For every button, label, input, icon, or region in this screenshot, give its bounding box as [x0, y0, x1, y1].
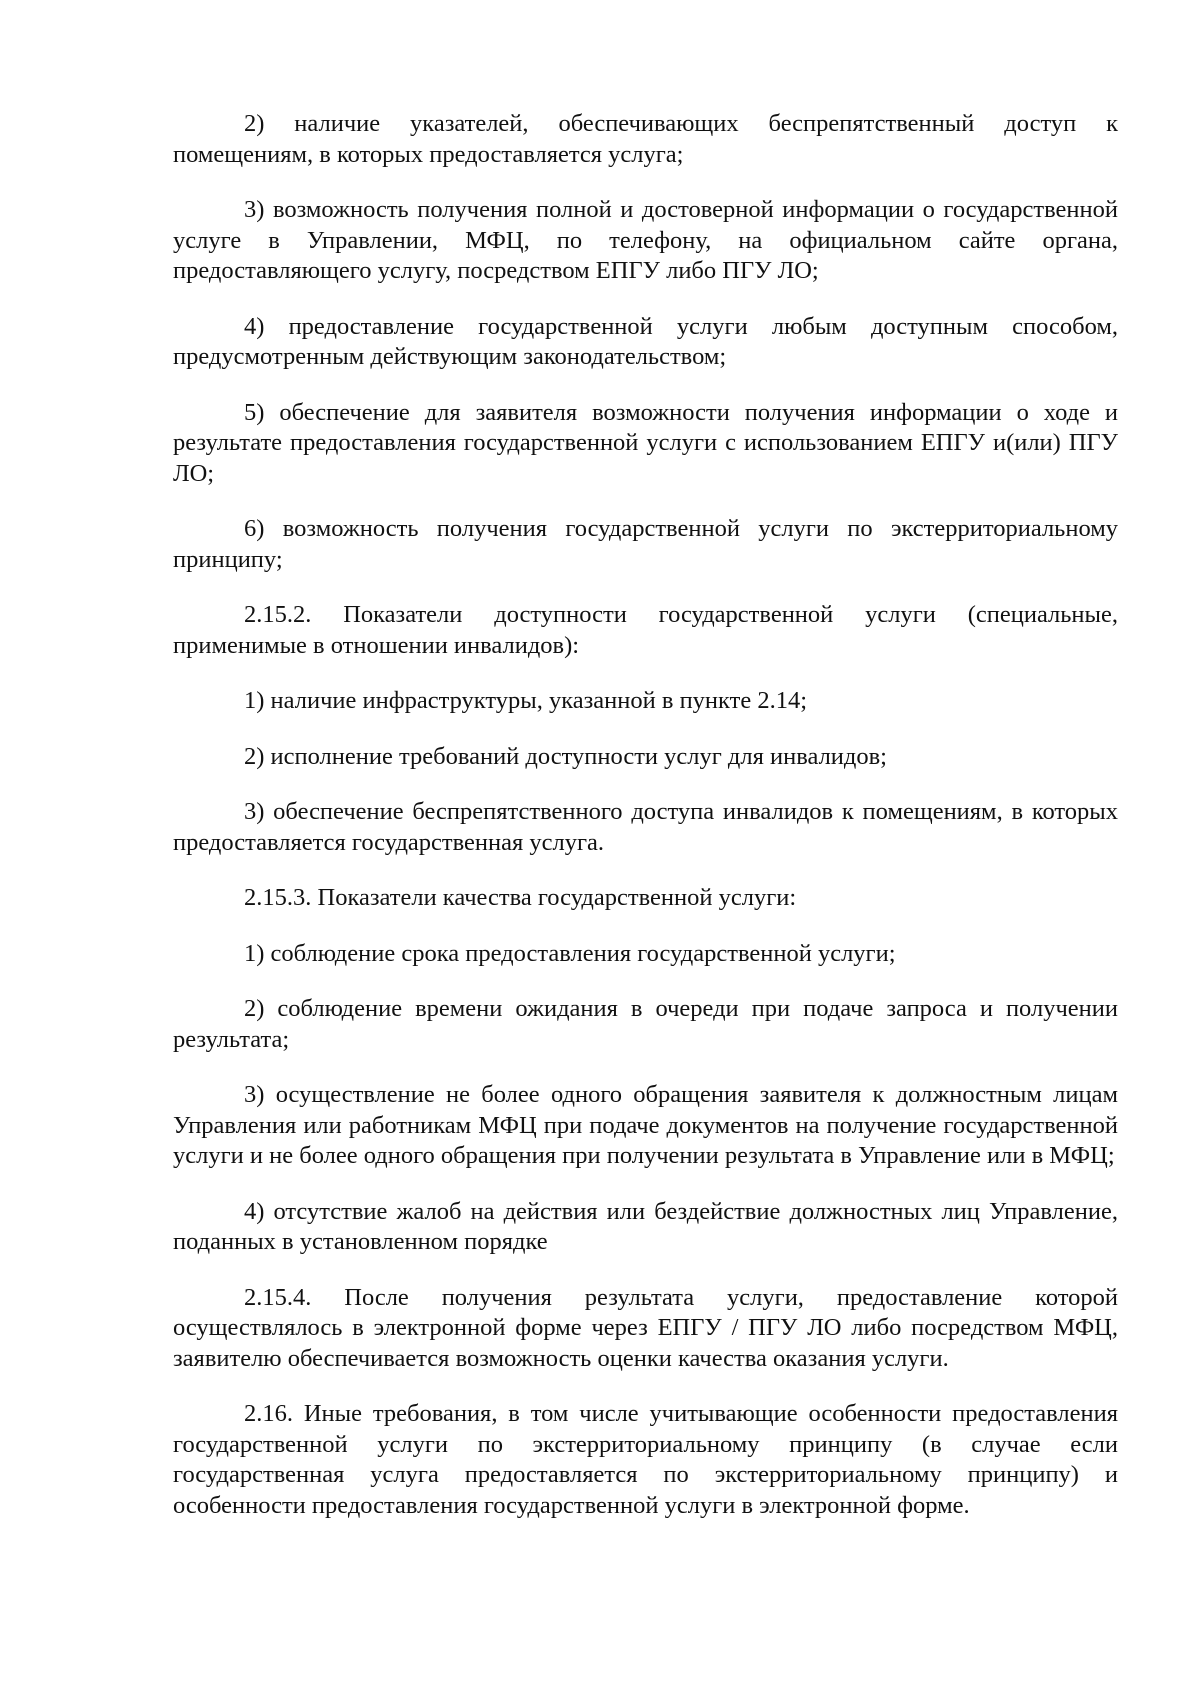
paragraph-item-2-signage: 2) наличие указателей, обеспечивающих беспрепятственный доступ к помещениям, в которых предоставляется услуга;: [173, 110, 1118, 168]
paragraph-2-15-2-item-1: 1) наличие инфраструктуры, указанной в пункте 2.14;: [244, 687, 808, 714]
paragraph-2-15-3-item-1: 1) соблюдение срока предоставления государственной услуги;: [244, 939, 896, 967]
paragraph-2-15-3-item-3: 3) осуществление не более одного обращения заявителя к должностным лицам Управления или работникам МФЦ при подаче документов на получение государственной услуги и не более одного обращения при получении результата в Управление или в МФЦ;: [173, 1081, 1118, 1169]
paragraph-2-15-3-item-4: 4) отсутствие жалоб на действия или бездействие должностных лиц Управление, поданных в установленном порядке: [173, 1197, 1118, 1255]
paragraph-item-4-any-method: 4) предоставление государственной услуги любым доступным способом, предусмотренным действующим законодательством;: [173, 312, 1118, 370]
paragraph-2-15-3-heading: 2.15.3. Показатели качества государственной услуги:: [244, 884, 797, 911]
paragraph-item-3-information: 3) возможность получения полной и достоверной информации о государственной услуге в Управлении, МФЦ, по телефону, на официальном сайте органа, предоставляющего услугу, посредством ЕПГУ либо ПГУ ЛО;: [173, 196, 1118, 284]
document-body: [173, 109, 1118, 1546]
paragraph-item-6-extraterritorial: 6) возможность получения государственной услуги по экстерриториальному принципу;: [173, 515, 1118, 573]
paragraph-2-15-4: 2.15.4. После получения результата услуги, предоставление которой осуществлялось в электронной форме через ЕПГУ / ПГУ ЛО либо посредством МФЦ, заявителю обеспечивается возможность оценки качества оказания услуги.: [173, 1283, 1118, 1372]
paragraph-2-15-2-item-3: 3) обеспечение беспрепятственного доступа инвалидов к помещениям, в которых предоставляется государственная услуга.: [173, 798, 1118, 856]
paragraph-2-15-3-item-2: 2) соблюдение времени ожидания в очереди при подаче запроса и получении результата;: [173, 995, 1118, 1053]
paragraph-2-15-2-item-2: 2) исполнение требований доступности услуг для инвалидов;: [244, 742, 887, 770]
paragraph-item-5-progress-info: 5) обеспечение для заявителя возможности получения информации о ходе и результате предоставления государственной услуги с использованием ЕПГУ и(или) ПГУ ЛО;: [173, 398, 1118, 487]
paragraph-2-16: 2.16. Иные требования, в том числе учитывающие особенности предоставления государственной услуги по экстерриториальному принципу (в случае если государственная услуга предоставляется по экстерриториальному принципу) и особенности предоставления государственной услуги в электронной форме.: [173, 1400, 1118, 1519]
paragraph-2-15-2-heading: 2.15.2. Показатели доступности государственной услуги (специальные, применимые в отношении инвалидов):: [173, 601, 1118, 659]
